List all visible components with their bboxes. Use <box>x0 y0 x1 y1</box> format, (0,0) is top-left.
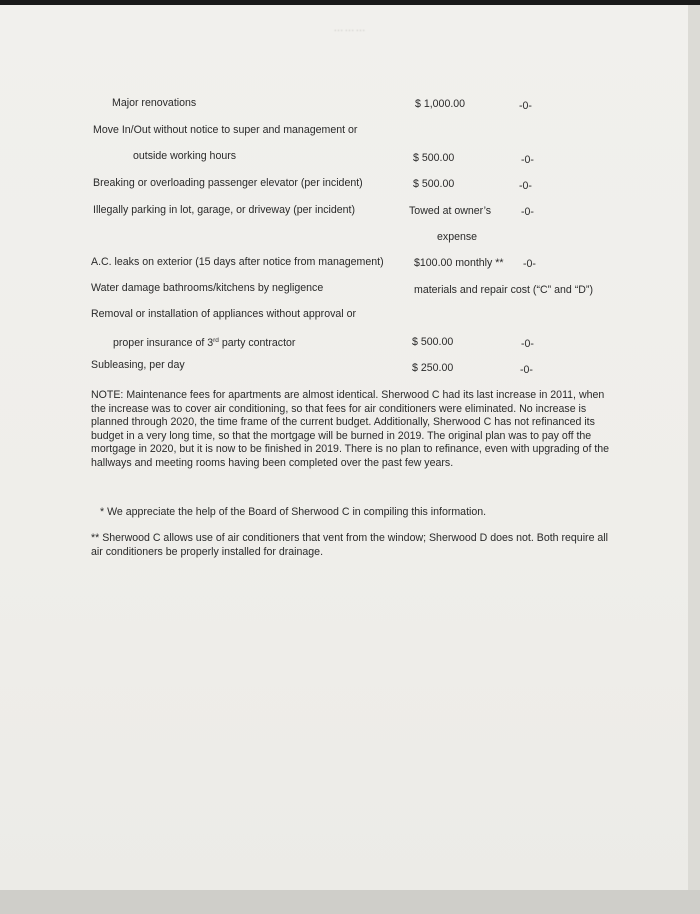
fee-label-appliances-line2 <box>113 334 295 350</box>
scan-bottom-edge <box>0 890 700 914</box>
fee-d-parking: -0- <box>521 206 534 218</box>
fee-label-appliances-line1: Removal or installation of appliances without approval or <box>91 308 356 320</box>
fee-c-ac-leaks: $100.00 monthly ** <box>414 257 504 269</box>
fee-c-appliances: $ 500.00 <box>412 336 454 348</box>
fee-d-appliances: -0- <box>521 338 534 350</box>
fee-d-elevator: -0- <box>519 180 532 192</box>
fee-c-parking-line2: expense <box>437 231 478 243</box>
footnote-air-conditioners: ** Sherwood C allows use of air conditioners that vent from the window; Sherwood D does not. Both require all air conditioners be properly installed for drainage. <box>91 532 609 558</box>
fee-c-subleasing: $ 250.00 <box>412 362 454 374</box>
appliances-text-post: party contractor <box>218 337 296 349</box>
fee-label-subleasing: Subleasing, per day <box>91 359 185 371</box>
fee-c-elevator: $ 500.00 <box>413 178 455 190</box>
fee-d-major-renovations: -0- <box>519 100 532 112</box>
fee-d-move: -0- <box>521 154 534 166</box>
fee-label-elevator: Breaking or overloading passenger elevator (per incident) <box>93 177 363 189</box>
fee-c-move: $ 500.00 <box>413 152 455 164</box>
fee-c-water-damage: materials and repair cost (“C” and “D”) <box>414 284 593 296</box>
fee-c-parking-line1: Towed at owner’s <box>409 205 492 217</box>
fee-label-move-line2: outside working hours <box>133 150 237 162</box>
appliances-text-pre: proper insurance of 3 <box>113 337 214 349</box>
scan-right-edge <box>688 5 700 890</box>
fee-label-parking: Illegally parking in lot, garage, or driveway (per incident) <box>93 204 356 216</box>
fee-label-water-damage: Water damage bathrooms/kitchens by negligence <box>91 282 324 294</box>
fee-label-major-renovations: Major renovations <box>112 97 197 109</box>
fee-label-move-line1: Move In/Out without notice to super and management or <box>93 124 358 136</box>
fee-d-subleasing: -0- <box>520 364 533 376</box>
fee-d-ac-leaks: -0- <box>523 258 536 270</box>
fee-label-ac-leaks: A.C. leaks on exterior (15 days after notice from management) <box>91 256 384 268</box>
footnote-acknowledgement: * We appreciate the help of the Board of Sherwood C in compiling this information. <box>100 506 487 518</box>
note-paragraph: NOTE: Maintenance fees for apartments are almost identical. Sherwood C had its last increase in 2011, when the increase was to cover air conditioning, so that fees for air conditioners were eliminated. No increase is planned through 2020, the time frame of the current budget. Additionally, Sherwood C has not refinanced its budget in a very long time, so that the mortgage will be burned in 2019. The original plan was to pay off the mortgage in 2020, but it is now to be finished in 2019. There is no plan to refinance, even with upgrading of the hallways and meeting rooms having been completed over the past few years. <box>91 389 610 469</box>
fee-c-major-renovations: $ 1,000.00 <box>415 98 466 110</box>
faint-page-header: ……… <box>333 23 367 34</box>
appliances-text-sup: rd <box>213 337 219 344</box>
